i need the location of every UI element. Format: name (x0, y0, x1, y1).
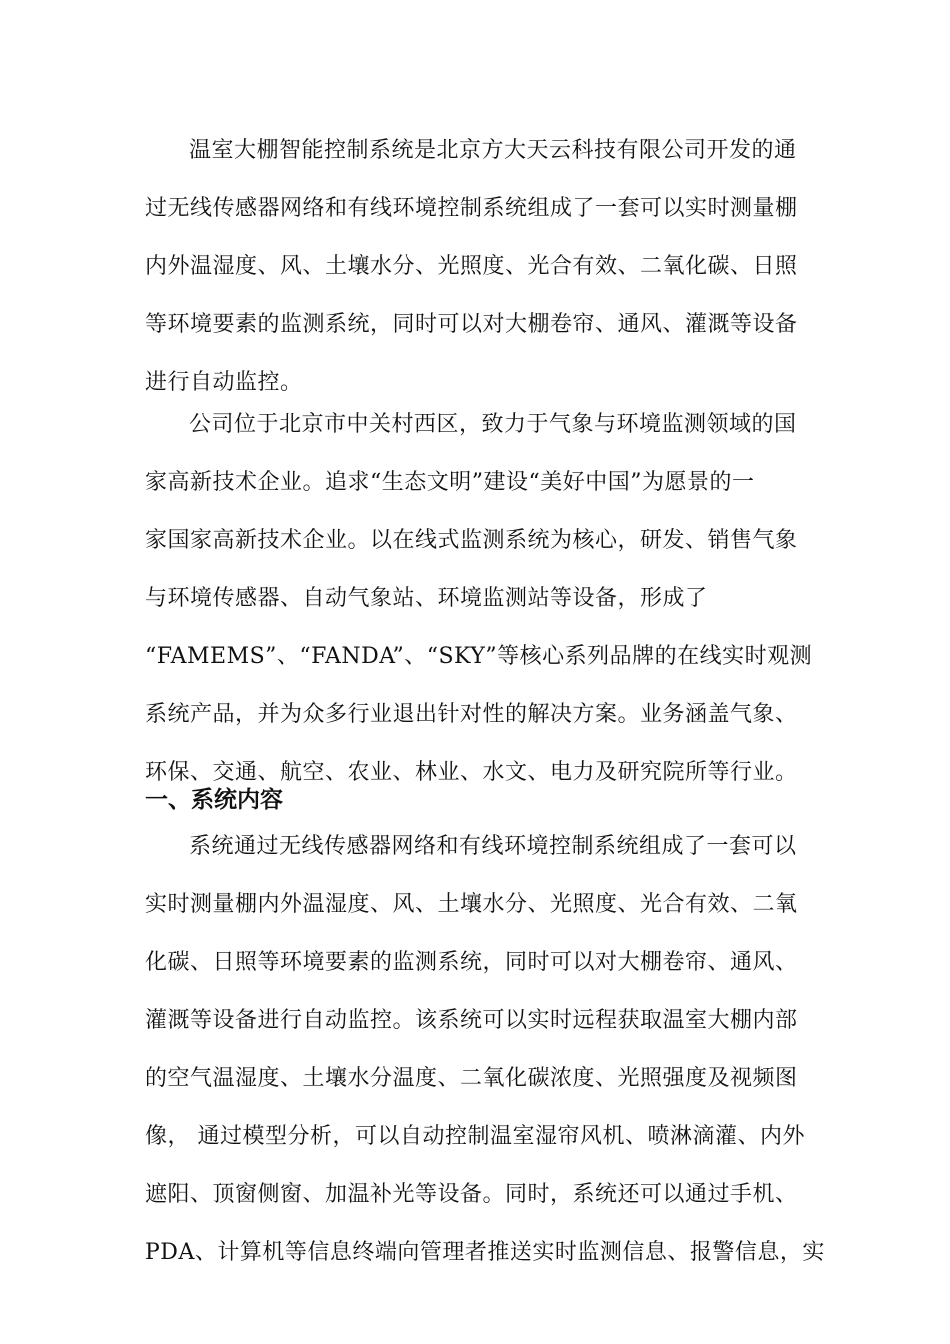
paragraph-line: 内外温湿度、风、土壤水分、光照度、光合有效、二氧化碳、日照 (145, 254, 798, 279)
paragraph-line: 灌溉等设备进行自动监控。该系统可以实时远程获取温室大棚内部 (145, 1008, 798, 1033)
section-heading: 一、系统内容 (145, 787, 283, 813)
paragraph-line: 遮阳、顶窗侧窗、加温补光等设备。同时，系统还可以通过手机、 (145, 1182, 798, 1207)
paragraph-line: 系统产品，并为众多行业退出针对性的解决方案。业务涵盖气象、 (145, 702, 798, 727)
paragraph-line: 环保、交通、航空、农业、林业、水文、电力及研究院所等行业。 (145, 760, 798, 785)
paragraph-line: 家高新技术企业。追求“生态文明”建设“美好中国”为愿景的一 (145, 470, 755, 495)
paragraph-line: 实时测量棚内外温湿度、风、土壤水分、光照度、光合有效、二氧 (145, 892, 798, 917)
paragraph-line: 家国家高新技术企业。以在线式监测系统为核心，研发、销售气象 (145, 528, 798, 553)
paragraph-line: 温室大棚智能控制系统是北京方大天云科技有限公司开发的通 (189, 138, 797, 163)
paragraph-line: 过无线传感器网络和有线环境控制系统组成了一套可以实时测量棚 (145, 196, 798, 221)
intro-paragraph (145, 122, 805, 412)
paragraph-line: 像， 通过模型分析，可以自动控制温室湿帘风机、喷淋滴灌、内外 (145, 1124, 805, 1149)
paragraph-line: “FAMEMS”、“FANDA”、“SKY”等核心系列品牌的在线实时观测 (145, 644, 813, 669)
paragraph-line: 与环境传感器、自动气象站、环境监测站等设备，形成了 (145, 586, 708, 611)
paragraph-line: 系统通过无线传感器网络和有线环境控制系统组成了一套可以 (189, 834, 797, 859)
paragraph-line: 公司位于北京市中关村西区，致力于气象与环境监测领域的国 (189, 412, 797, 437)
paragraph-line: 等环境要素的监测系统，同时可以对大棚卷帘、通风、灌溉等设备 (145, 312, 798, 337)
paragraph-line: PDA、计算机等信息终端向管理者推送实时监测信息、报警信息，实 (145, 1240, 825, 1265)
paragraph-line: 化碳、日照等环境要素的监测系统，同时可以对大棚卷帘、通风、 (145, 950, 798, 975)
system-content-paragraph (145, 818, 825, 1282)
paragraph-line: 进行自动监控。 (145, 370, 303, 395)
paragraph-line: 的空气温湿度、土壤水分温度、二氧化碳浓度、光照强度及视频图 (145, 1066, 798, 1091)
company-paragraph (145, 396, 813, 802)
